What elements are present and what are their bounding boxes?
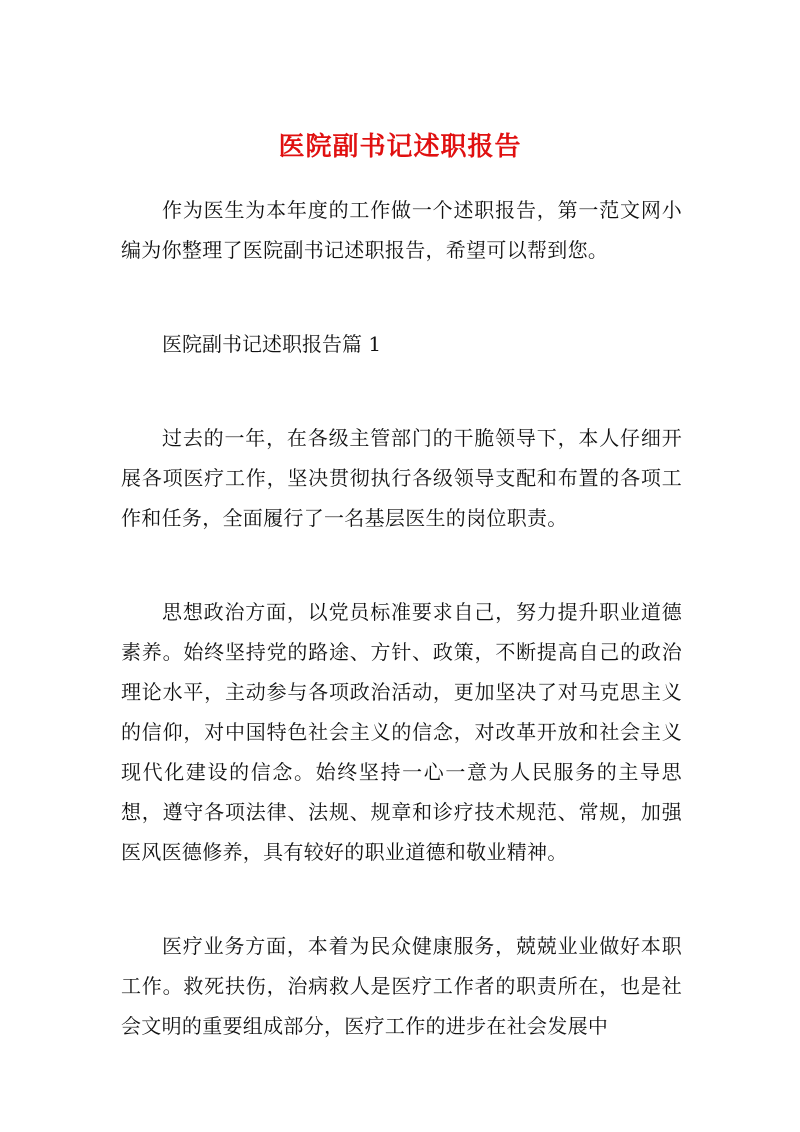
document-body: [121, 190, 682, 1100]
body-paragraph: 医疗业务方面，本着为民众健康服务，兢兢业业做好本职工作。救死扶伤，治病救人是医疗工作者的职责所在，也是社会文明的重要组成部分，医疗工作的进步在社会发展中: [121, 934, 682, 1038]
section-heading: 医院副书记述职报告篇 1: [162, 332, 382, 356]
document-title: 医院副书记述职报告: [278, 132, 522, 162]
body-paragraph: 过去的一年，在各级主管部门的干脆领导下，本人仔细开展各项医疗工作，坚决贯彻执行各级领导支配和布置的各项工作和任务，全面履行了一名基层医生的岗位职责。: [121, 426, 682, 530]
body-paragraph: 思想政治方面，以党员标准要求自己，努力提升职业道德素养。始终坚持党的路途、方针、政策，不断提高自己的政治理论水平，主动参与各项政治活动，更加坚决了对马克思主义的信仰，对中国特色社会主义的信念，对改革开放和社会主义现代化建设的信念。始终坚持一心一意为人民服务的主导思想，遵守各项法律、法规、规章和诊疗技术规范、常规，加强医风医德修养，具有较好的职业道德和敬业精神。: [121, 600, 682, 864]
intro-paragraph: 作为医生为本年度的工作做一个述职报告，第一范文网小编为你整理了医院副书记述职报告，希望可以帮到您。: [121, 198, 682, 262]
